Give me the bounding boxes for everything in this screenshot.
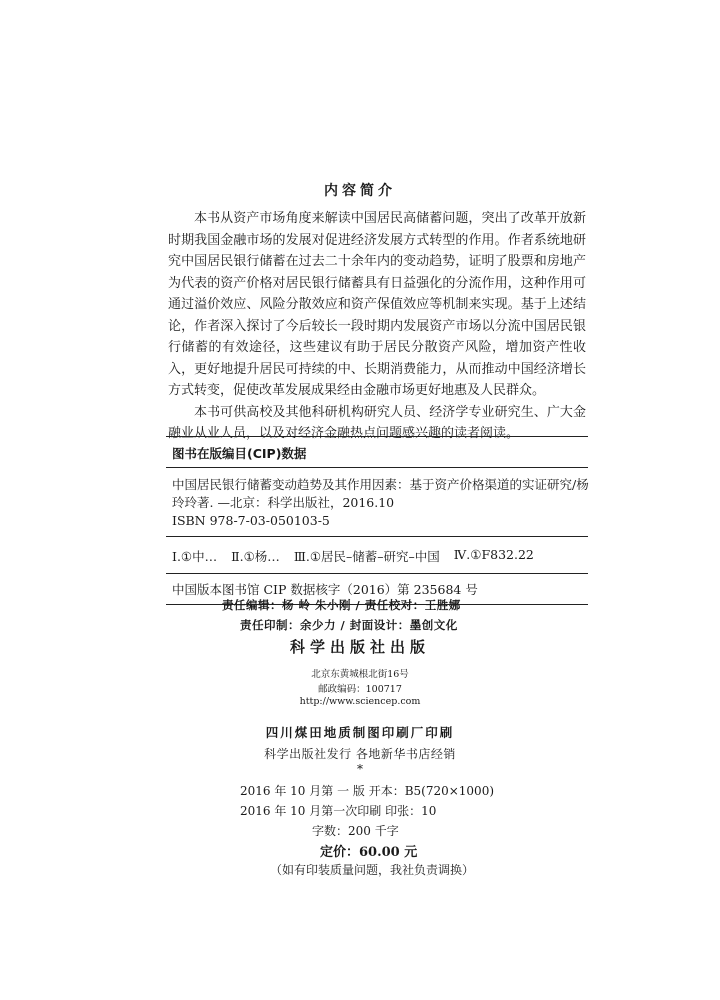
cip-data-block xyxy=(166,436,588,605)
separator-star: * xyxy=(357,762,363,776)
section-title: 内容简介 xyxy=(324,183,396,199)
classification-item: Ⅱ.①杨… xyxy=(231,549,280,564)
distribution: 科学出版社发行 各地新华书店经销 xyxy=(264,747,456,761)
cip-title-line: 中国居民银行储蓄变动趋势及其作用因素：基于资产价格渠道的实证研究/杨 xyxy=(172,477,589,492)
postal-code: 邮政编码：100717 xyxy=(318,684,402,695)
cip-author-line: 玲玲著. —北京：科学出版社，2016.10 xyxy=(172,495,395,510)
publisher-name: 科学出版社出版 xyxy=(289,638,430,656)
classification-item: Ⅲ.①居民–储蓄–研究–中国 xyxy=(293,549,440,564)
classification-item: Ⅳ.①F832.22 xyxy=(453,547,534,562)
cip-heading: 图书在版编目(CIP)数据 xyxy=(172,446,307,461)
cip-verification: 中国版本图书馆 CIP 数据核字（2016）第 235684 号 xyxy=(172,582,478,597)
summary-paragraph-1: 本书从资产市场角度来解读中国居民高储蓄问题，突出了改革开放新时期我国金融市场的发展对促进经济发展方式转型的作用。作者系统地研究中国居民银行储蓄在过去二十余年内的变动趋势，证明了股票和房地产为代表的资产价格对居民银行储蓄具有日益强化的分流作用，这种作用可通过溢价效应、风险分散效应和资产保值效应等机制来实现。基于上述结论，作者深入探讨了今后较长一段时期内发展资产市场以分流中国居民银行储蓄的有效途径，这些建议有助于居民分散资产风险，增加资产性收入，更好地提升居民可持续的中、长期消费能力，从而推动中国经济增长方式转变，促使改革发展成果经由金融市场更好地惠及人民群众。 xyxy=(168,211,586,398)
printer-name: 四川煤田地质制图印刷厂印刷 xyxy=(265,725,455,740)
edition-line: 2016 年 10 月第 一 版 开本：B5(720×1000) xyxy=(240,784,495,798)
cip-isbn: ISBN 978-7-03-050103-5 xyxy=(172,513,330,528)
price: 定价：60.00 元 xyxy=(320,845,418,860)
editors-line: 责任编辑：杨 岭 朱小刚 / 责任校对：王胜娜 xyxy=(222,598,461,612)
cip-record xyxy=(166,468,588,536)
book-summary xyxy=(168,208,586,445)
cip-classification xyxy=(166,537,588,573)
word-count: 字数：200 千字 xyxy=(312,824,399,838)
publisher-address: 北京东黄城根北街16号 xyxy=(311,669,409,680)
publisher-url: http://www.sciencep.com xyxy=(299,696,421,707)
quality-notice: （如有印装质量问题，我社负责调换） xyxy=(270,863,475,877)
production-line: 责任印制：余少力 / 封面设计：墨创文化 xyxy=(240,618,458,632)
summary-paragraph-2: 本书可供高校及其他科研机构研究人员、经济学专业研究生、广大金融业从业人员，以及对经济金融热点问题感兴趣的读者阅读。 xyxy=(168,404,586,441)
classification-item: Ⅰ.①中… xyxy=(172,549,218,564)
printing-line: 2016 年 10 月第一次印刷 印张：10 xyxy=(240,804,437,818)
